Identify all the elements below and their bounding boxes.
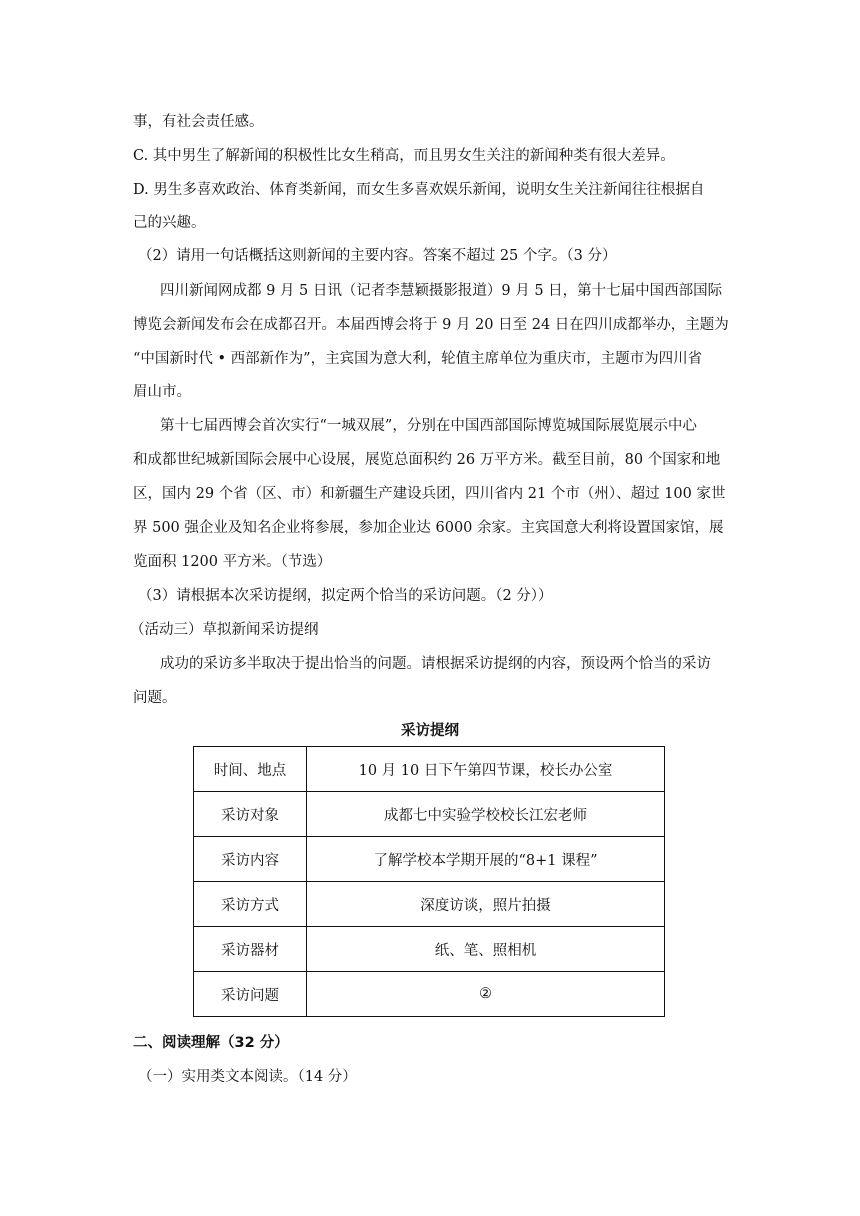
row-value: 了解学校本学期开展的“8+1 课程” (307, 837, 665, 882)
news-para1-line1: 四川新闻网成都 9 月 5 日讯（记者李慧颖摄影报道）9 月 5 日，第十七届中国西部国际 (160, 283, 723, 299)
intro-line1: 成功的采访多半取决于提出恰当的问题。请根据采访提纲的内容，预设两个恰当的采访 (160, 656, 711, 672)
row-value: 纸、笔、照相机 (307, 927, 665, 972)
news-para2-line4: 界 500 强企业及知名企业将参展，参加企业达 6000 余家。主宾国意大利将设置国家馆，展 (133, 520, 724, 536)
question-3: （3）请根据本次采访提纲，拟定两个恰当的采访问题。（2 分）） (138, 588, 553, 604)
news-para1-line4: 眉山市。 (133, 384, 191, 400)
intro-line2: 问题。 (133, 690, 177, 706)
section-2-1-heading: （一）实用类文本阅读。（14 分） (138, 1069, 357, 1085)
option-d-line1: D. 男生多喜欢政治、体育类新闻，而女生多喜欢娱乐新闻，说明女生关注新闻往往根据自 (133, 182, 705, 198)
row-label: 采访对象 (194, 792, 307, 837)
activity-3-heading: （活动三）草拟新闻采访提纲 (130, 622, 319, 638)
news-para2-line2: 和成都世纪城新国际会展中心设展，展览总面积约 26 万平方米。截至目前，80 个国家和地 (133, 452, 721, 468)
news-para2-line5: 览面积 1200 平方米。（节选） (133, 554, 332, 570)
news-para2-line1: 第十七届西博会首次实行“一城双展”，分别在中国西部国际博览城国际展览展示中心 (160, 418, 697, 434)
table-row (194, 792, 665, 837)
interview-outline-table (193, 746, 665, 1017)
table-row (194, 882, 665, 927)
table-row (194, 747, 665, 792)
section-2-heading: 二、阅读理解（32 分） (133, 1035, 289, 1051)
table-row (194, 972, 665, 1017)
row-value: 10 月 10 日下午第四节课，校长办公室 (307, 747, 665, 792)
row-label: 采访方式 (194, 882, 307, 927)
news-para1-line2: 博览会新闻发布会在成都召开。本届西博会将于 9 月 20 日至 24 日在四川成都举办，主题为 (133, 317, 729, 333)
news-para1-line3: “中国新时代 • 西部新作为”，主宾国为意大利，轮值主席单位为重庆市，主题市为四川省 (133, 351, 703, 367)
row-label: 时间、地点 (194, 747, 307, 792)
news-para2-line3: 区，国内 29 个省（区、市）和新疆生产建设兵团，四川省内 21 个市（州）、超过 100 家世 (133, 486, 726, 502)
table-row (194, 837, 665, 882)
option-d-line2: 己的兴趣。 (133, 215, 206, 231)
row-value: 成都七中实验学校校长江宏老师 (307, 792, 665, 837)
row-label: 采访内容 (194, 837, 307, 882)
row-value: 深度访谈，照片拍摄 (307, 882, 665, 927)
table-row (194, 927, 665, 972)
question-2: （2）请用一句话概括这则新闻的主要内容。答案不超过 25 个字。（3 分） (138, 248, 617, 264)
text-line-p1: 事，有社会责任感。 (133, 114, 264, 130)
row-value: ② (307, 972, 665, 1017)
table-caption: 采访提纲 (401, 723, 459, 739)
row-label: 采访问题 (194, 972, 307, 1017)
option-c: C. 其中男生了解新闻的积极性比女生稍高，而且男女生关注的新闻种类有很大差异。 (133, 148, 675, 164)
row-label: 采访器材 (194, 927, 307, 972)
